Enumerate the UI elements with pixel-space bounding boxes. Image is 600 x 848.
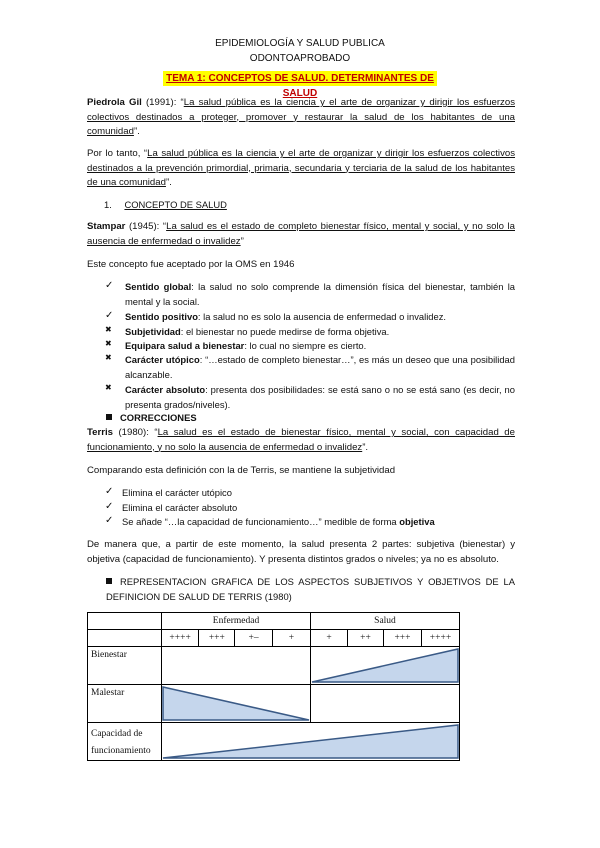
- feature-item: [125, 280, 515, 309]
- feature-term: Equipara salud a bienestar: [125, 340, 245, 351]
- check-icon: ✓: [105, 501, 114, 512]
- author-stampar: Stampar: [87, 221, 126, 232]
- row-label-capacidad: Capacidad de funcionamiento: [88, 723, 162, 761]
- course-title: EPIDEMIOLOGÍA Y SALUD PUBLICA: [215, 38, 385, 49]
- year-piedrola: (1991): “: [141, 97, 184, 108]
- oms-note: Este concepto fue aceptado por la OMS en 1946: [87, 259, 295, 270]
- level-cell: +++: [199, 630, 235, 647]
- section-number: 1.: [104, 199, 112, 210]
- check-icon: ✓: [105, 310, 114, 321]
- row-label-malestar: Malestar: [88, 685, 162, 723]
- enfermedad-header: Enfermedad: [162, 613, 311, 630]
- feature-term: Sentido global: [125, 281, 192, 292]
- malestar-enfermedad-cell: [162, 685, 311, 723]
- feature-term: Subjetividad: [125, 326, 181, 337]
- feature-item: [125, 310, 515, 325]
- feature-item: [125, 325, 515, 340]
- check-icon: ✓: [105, 486, 114, 497]
- year-stampar: (1945): “: [125, 221, 167, 232]
- section-title: CONCEPTO DE SALUD: [124, 199, 227, 210]
- empty-header-cell: [88, 613, 162, 630]
- level-cell: ++++: [162, 630, 199, 647]
- level-cell: ++++: [422, 630, 460, 647]
- corrections-label: CORRECCIONES: [120, 412, 197, 423]
- quote-piedrola: La salud pública es la ciencia y el arte de organizar y dirigir los esfuerzos colectivos destinados a proteger, promover y restaurar la salud de los habitantes de una comunidad: [87, 97, 515, 138]
- feature-term: Sentido positivo: [125, 311, 198, 322]
- empty-header-cell: [88, 630, 162, 647]
- author-terris: Terris: [87, 427, 113, 438]
- bienestar-wedge: [311, 648, 459, 684]
- terris-health-table: [87, 612, 460, 761]
- change-item: [122, 515, 435, 530]
- bienestar-salud-cell: [311, 647, 460, 685]
- stampar-paragraph: [87, 220, 515, 249]
- lead-text: Por lo tanto, “: [87, 148, 148, 159]
- level-cell: +: [311, 630, 348, 647]
- cross-icon: ✖: [105, 339, 112, 348]
- feature-text: : la salud no es solo la ausencia de enfermedad o invalidez.: [197, 311, 446, 322]
- change-text: Elimina el carácter utópico: [122, 487, 232, 498]
- check-icon: ✓: [105, 515, 114, 526]
- section-heading: [104, 198, 227, 213]
- malestar-wedge: [162, 686, 310, 722]
- representation-text: REPRESENTACION GRAFICA DE LOS ASPECTOS SUBJETIVOS Y OBJETIVOS DE LA DEFINICION DE SALUD DE TERRIS (1980): [106, 576, 515, 602]
- change-bold: objetiva: [399, 516, 435, 527]
- row-label-bienestar: Bienestar: [88, 647, 162, 685]
- salud-header: Salud: [311, 613, 460, 630]
- cross-icon: ✖: [105, 383, 112, 392]
- malestar-salud-cell: [311, 685, 460, 723]
- feature-item: [125, 353, 515, 382]
- quote-close: ”.: [165, 177, 172, 189]
- conclusion-paragraph-1: [87, 147, 515, 191]
- capacidad-cell: [162, 723, 460, 761]
- year-terris: (1980): “: [112, 427, 158, 438]
- feature-item: [125, 339, 515, 354]
- feature-item: [125, 383, 515, 412]
- comparison-text: Comparando esta definición con la de Terris, se mantiene la subjetividad: [87, 465, 396, 476]
- quote-stampar: La salud es el estado de completo bienestar físico, mental y social, y no solo la ausencia de enfermedad o invalidez: [87, 221, 515, 247]
- cross-icon: ✖: [105, 325, 112, 334]
- change-item: [122, 486, 232, 501]
- feature-text: : el bienestar no puede medirse de forma objetiva.: [180, 326, 390, 337]
- feature-term: Carácter utópico: [125, 354, 200, 365]
- feature-term: Carácter absoluto: [125, 384, 206, 395]
- corrections-heading: [106, 411, 197, 426]
- piedrola-paragraph: [87, 96, 515, 140]
- quote-prevention: La salud pública es la ciencia y el arte de organizar y dirigir los esfuerzos colectivos destinados a la prevención primordial, primaria, secundaria y terciaria de la salud de los habitantes de una comunidad: [87, 148, 515, 189]
- bienestar-enfermedad-cell: [162, 647, 311, 685]
- quote-terris: La salud es el estado de bienestar físico, mental y social, con capacidad de funcionamiento, y no solo la ausencia de enfermedad o invalidez: [87, 427, 515, 453]
- check-icon: ✓: [105, 280, 114, 291]
- level-cell: +–: [235, 630, 272, 647]
- representation-heading: [106, 575, 515, 604]
- quote-close: ”.: [362, 441, 369, 453]
- level-cell: +: [272, 630, 310, 647]
- level-cell: ++: [348, 630, 384, 647]
- author-name: ODONTOAPROBADO: [249, 53, 351, 64]
- feature-text: : “…estado de completo bienestar…”, es más un deseo que una posibilidad alcanzable.: [125, 354, 515, 380]
- change-item: [122, 501, 237, 516]
- square-bullet-icon: [106, 414, 112, 420]
- feature-text: : lo cual no siempre es cierto.: [244, 340, 367, 351]
- level-cell: +++: [384, 630, 422, 647]
- cross-icon: ✖: [105, 353, 112, 362]
- conclusion-paragraph-2: De manera que, a partir de este momento, la salud presenta 2 partes: subjetiva (bienestar) y objetiva (capacidad de funcionamiento). Y presenta distintos grados o niveles; ya no es absoluto.: [87, 539, 515, 565]
- feature-text: : presenta dos posibilidades: se está sano o no se está sano (es decir, no presenta grados/niveles).: [125, 384, 515, 410]
- square-bullet-icon: [106, 578, 112, 584]
- author-piedrola: Piedrola Gil: [87, 97, 142, 108]
- capacidad-wedge: [162, 724, 459, 760]
- terris-paragraph: [87, 426, 515, 455]
- change-text: Se añade “…la capacidad de funcionamiento…” medible de forma: [122, 516, 400, 527]
- feature-text: : la salud no solo comprende la dimensión física del bienestar, también la mental y la social.: [125, 281, 515, 307]
- quote-close: ”.: [133, 126, 140, 138]
- topic-title: TEMA 1: CONCEPTOS DE SALUD. DETERMINANTES DE SALUD: [163, 71, 437, 86]
- quote-close: ”: [240, 235, 244, 247]
- change-text: Elimina el carácter absoluto: [122, 502, 238, 513]
